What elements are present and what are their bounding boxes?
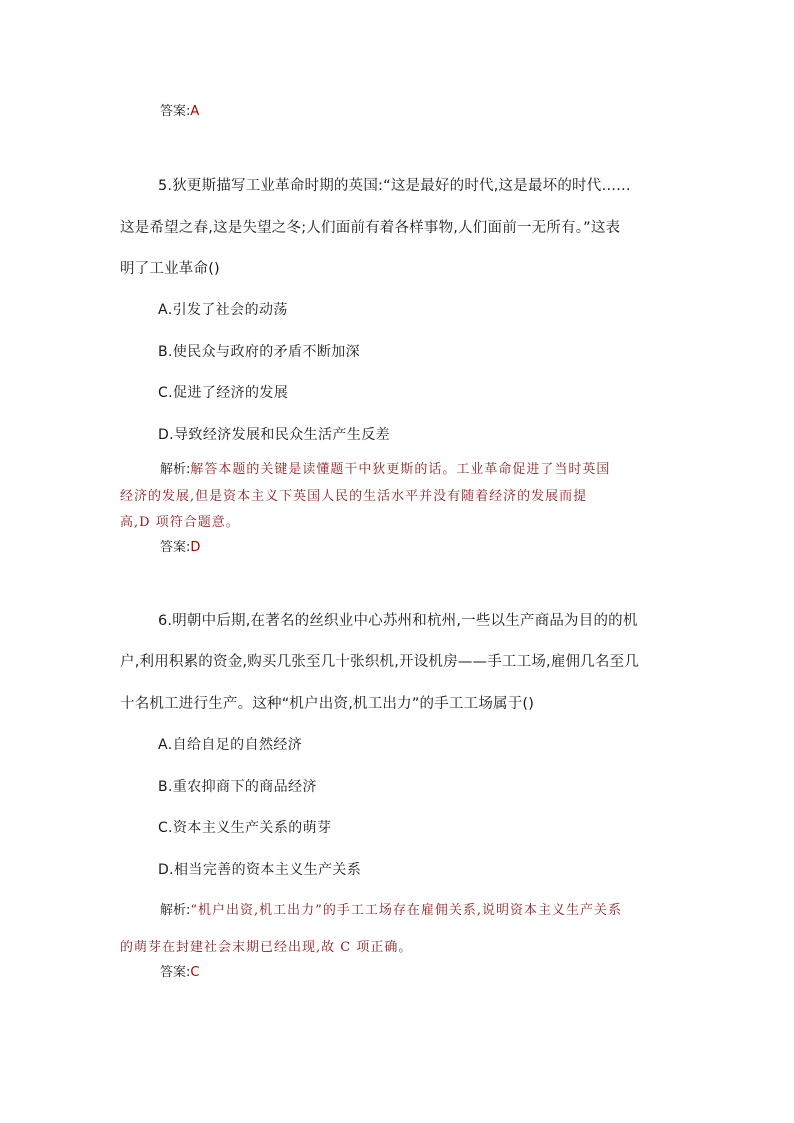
q5-option-d: D.导致经济发展和民众生活产生反差 xyxy=(158,427,391,443)
q5-option-c: C.促进了经济的发展 xyxy=(158,385,289,401)
q5-answer xyxy=(160,538,200,558)
q6-analysis-line-2: 的萌芽在封建社会末期已经出现,故 C 项正确。 xyxy=(120,940,413,955)
q6-option-b: B.重农抑商下的商品经济 xyxy=(158,779,317,795)
q6-stem-line-1: 6.明朝中后期,在著名的丝织业中心苏州和杭州,一些以生产商品为目的的机 xyxy=(158,613,638,629)
answer-label: 答案: xyxy=(160,965,191,980)
answer-label: 答案: xyxy=(160,104,191,119)
q6-option-a: A.自给自足的自然经济 xyxy=(158,737,303,753)
q6-analysis-line-1 xyxy=(160,901,622,921)
q5-analysis-line-2: 经济的发展,但是资本主义下英国人民的生活水平并没有随着经济的发展而提 xyxy=(120,489,588,504)
analysis-label: 解析: xyxy=(160,462,191,477)
q6-option-c: C.资本主义生产关系的萌芽 xyxy=(158,820,332,836)
q6-option-d: D.相当完善的资本主义生产关系 xyxy=(158,862,362,878)
q5-stem-line-3: 明了工业革命() xyxy=(120,261,220,277)
q5-stem-line-2: 这是希望之春,这是失望之冬;人们面前有着各样事物,人们面前一无所有。”这表 xyxy=(120,220,621,236)
q5-stem-line-1: 5.狄更斯描写工业革命时期的英国:“这是最好的时代,这是最坏的时代…… xyxy=(158,178,631,194)
q5-analysis-line-3: 高,D 项符合题意。 xyxy=(120,515,240,530)
answer-label: 答案: xyxy=(160,540,191,555)
q6-answer xyxy=(160,963,199,983)
analysis-label: 解析: xyxy=(160,903,191,918)
q5-option-a: A.引发了社会的动荡 xyxy=(158,302,288,318)
q5-answer-value: D xyxy=(190,540,201,555)
q5-analysis-text-1: 解答本题的关键是读懂题干中狄更斯的话。工业革命促进了当时英国 xyxy=(190,462,611,477)
q4-answer xyxy=(160,102,199,122)
q5-option-b: B.使民众与政府的矛盾不断加深 xyxy=(158,344,361,360)
q6-analysis-text-1: “机户出资,机工出力”的手工工场存在雇佣关系,说明资本主义生产关系 xyxy=(190,903,622,918)
q6-stem-line-2: 户,利用积累的资金,购买几张至几十张织机,开设机房——手工工场,雇佣几名至几 xyxy=(120,654,640,670)
q6-stem-line-3: 十名机工进行生产。这种“机户出资,机工出力”的手工工场属于() xyxy=(120,696,535,712)
q6-answer-value: C xyxy=(190,965,200,980)
q4-answer-value: A xyxy=(190,104,200,119)
q5-analysis-line-1 xyxy=(160,460,610,480)
